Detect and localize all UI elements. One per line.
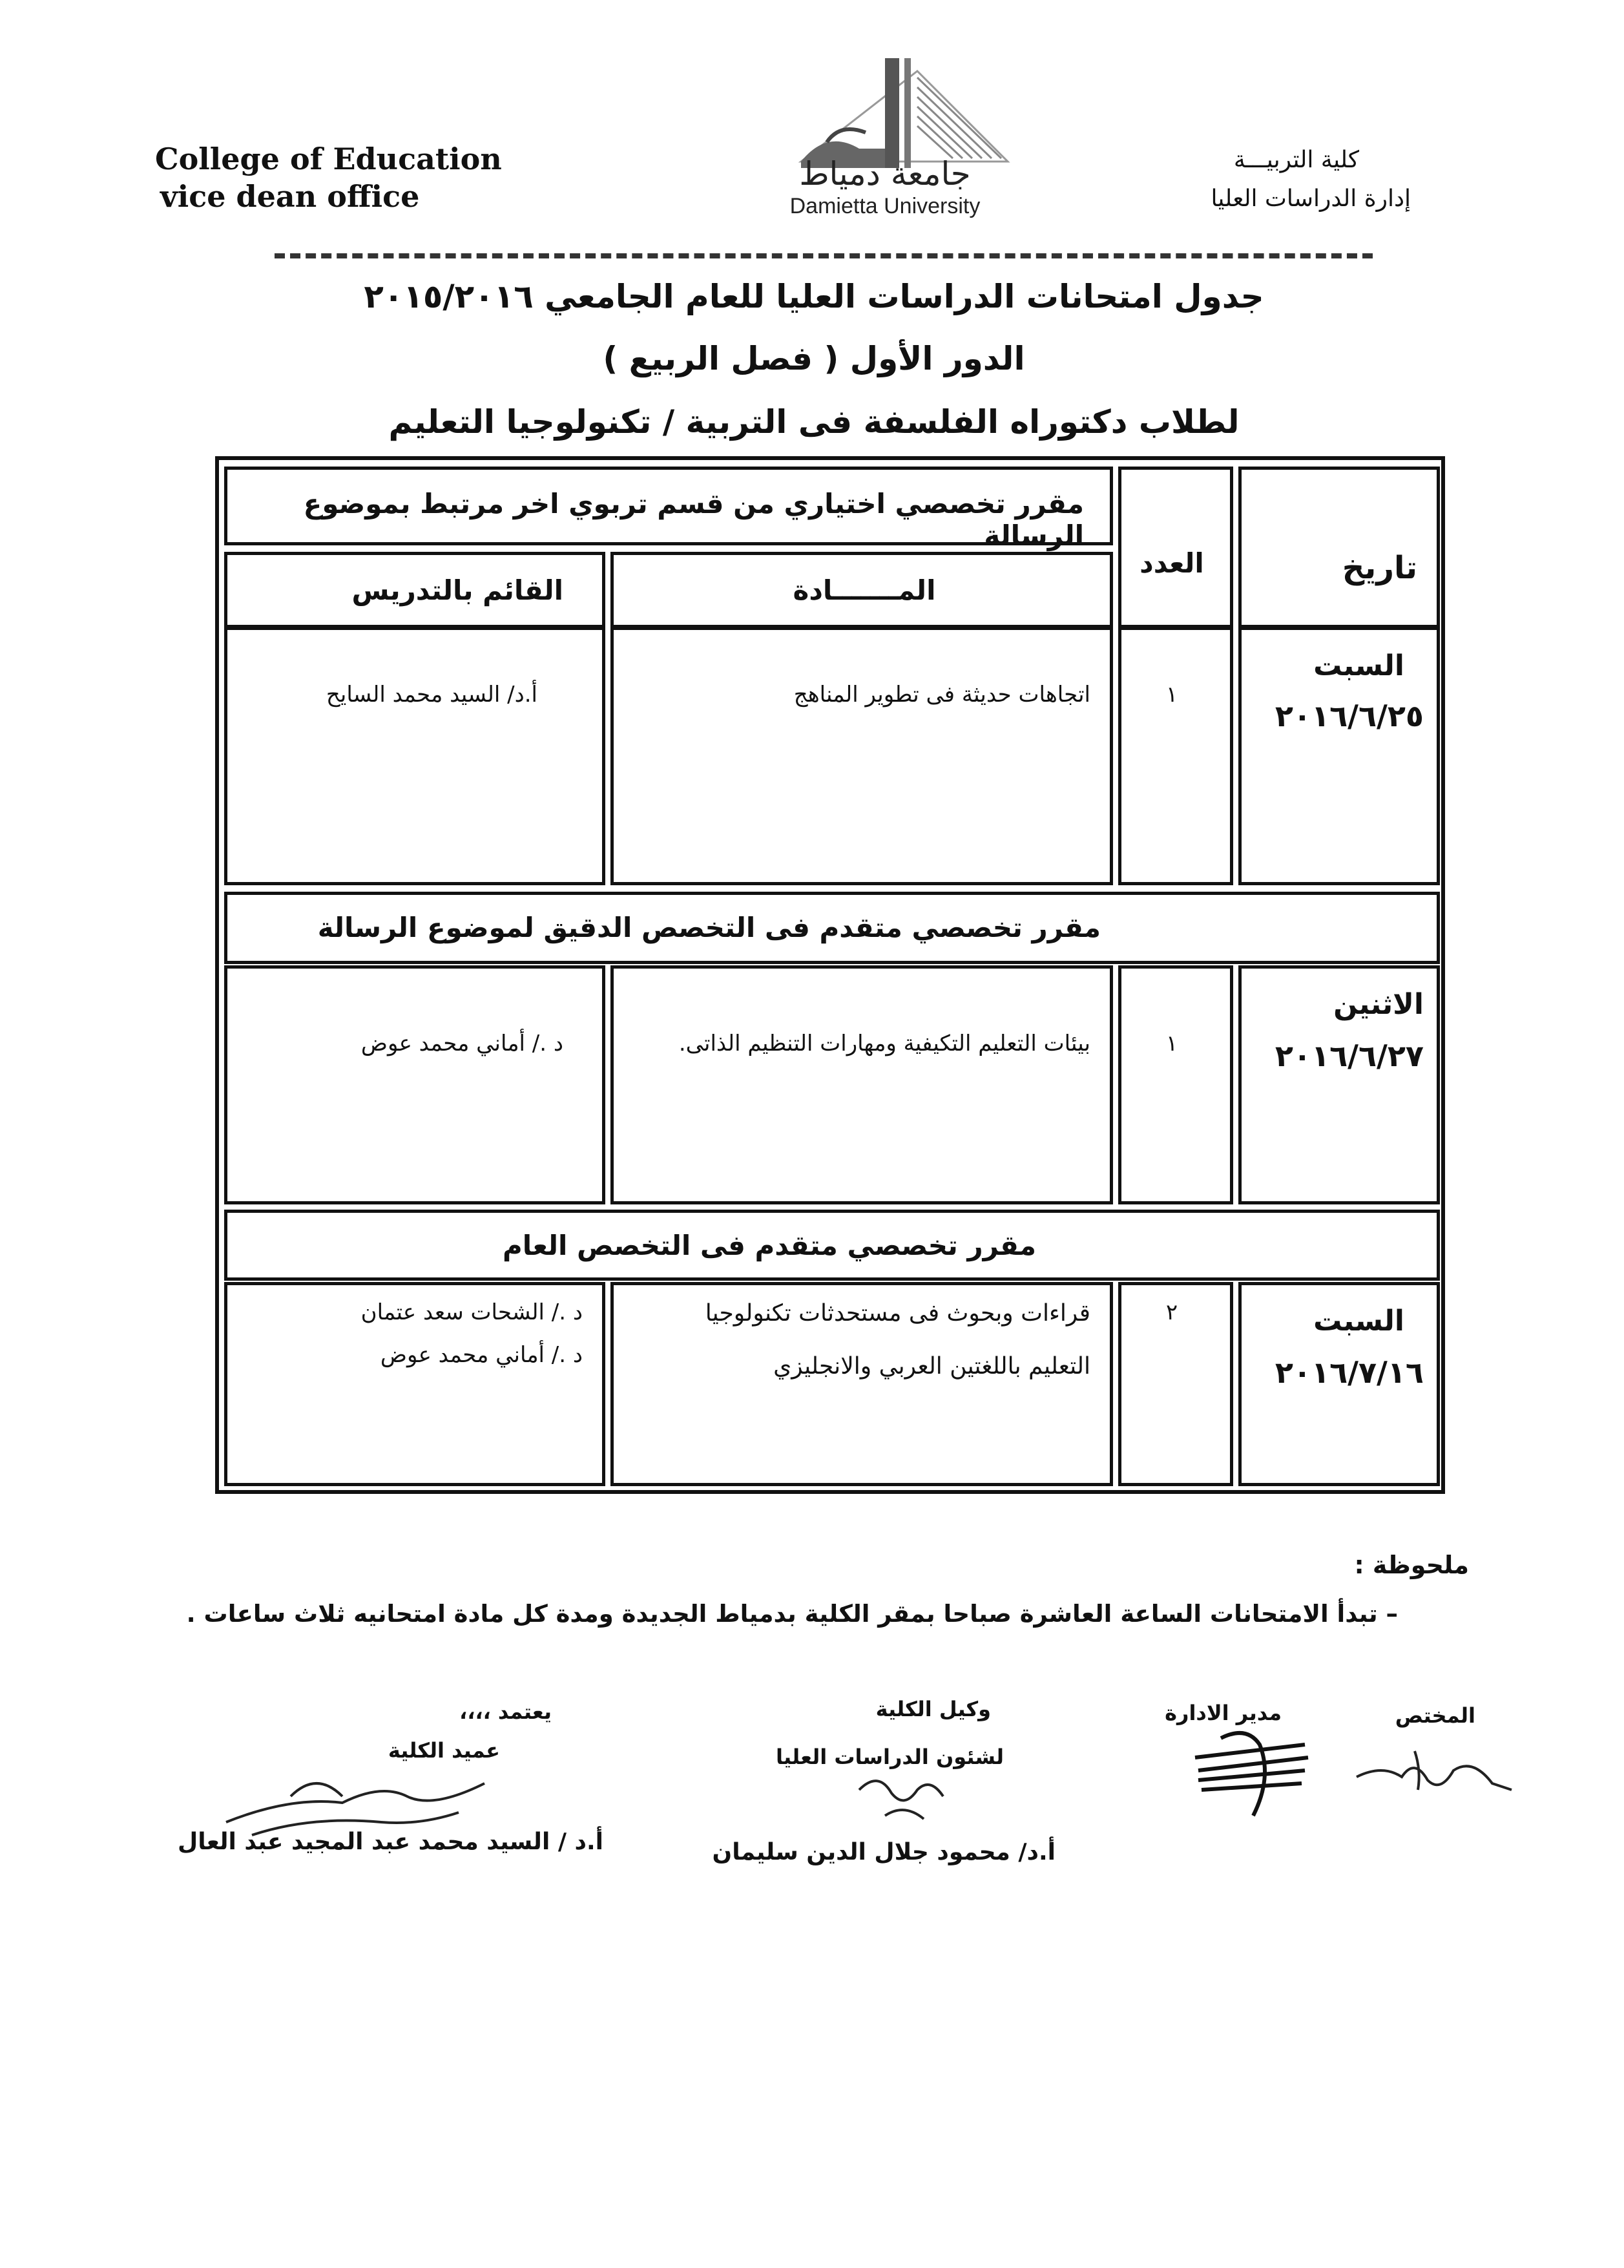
title-line-2: الدور الأول ( فصل الربيع ) (603, 340, 1025, 377)
vice-dean-signature-icon (846, 1758, 963, 1835)
row-2-count (1118, 965, 1233, 1204)
vice-dean-title: وكيل الكلية (875, 1697, 991, 1721)
dean-title: عميد الكلية (388, 1738, 500, 1763)
section-heading-3 (224, 1210, 1440, 1281)
admin-manager-label: مدير الادارة (1165, 1701, 1282, 1725)
title-line-1: جدول امتحانات الدراسات العليا للعام الجامعي ٢٠١٥/٢٠١٦ (364, 278, 1264, 315)
college-name-en: College of Education (155, 142, 502, 176)
row-2-teacher-text: د ./ أماني محمد عوض (360, 1031, 563, 1056)
row-1-teacher-text: أ.د/ السيد محمد السايح (326, 682, 537, 708)
date-header-text: تاريخ (1342, 550, 1417, 586)
logo-english-text: Damietta University (789, 194, 981, 218)
admin-manager-signature-icon (1182, 1719, 1324, 1829)
approved-label: يعتمد ،،،، (459, 1699, 552, 1724)
count-header-text: العدد (1140, 547, 1204, 579)
row-1-date-value: ٢٠١٦/٦/٢٥ (1275, 698, 1424, 733)
row-3-teacher (224, 1282, 605, 1486)
section-heading-3-text: مقرر تخصصي متقدم فى التخصص العام (502, 1230, 1036, 1261)
office-name-en: vice dean office (160, 179, 420, 214)
row-1-count (1118, 627, 1233, 885)
section-heading-2 (224, 892, 1440, 964)
college-name-ar: كلية التربيـــة (1233, 147, 1359, 173)
vice-dean-title-2: لشئون الدراسات العليا (776, 1745, 1004, 1769)
row-2-subject-text: بيئات التعليم التكيفية ومهارات التنظيم الذاتى. (678, 1031, 1090, 1056)
section-heading-2-text: مقرر تخصصي متقدم فى التخصص الدقيق لموضوع الرسالة (317, 912, 1101, 943)
subject-column-header (610, 552, 1113, 628)
header-divider (275, 253, 1373, 258)
row-3-teacher-2: د ./ أماني محمد عوض (380, 1342, 583, 1368)
row-3-day: السبت (1313, 1305, 1404, 1338)
row-2-teacher (224, 965, 605, 1204)
row-2-subject (610, 965, 1113, 1204)
row-3-subject-1: قراءات وبحوث فى مستحدثات تكنولوجيا (705, 1300, 1090, 1327)
specialist-signature-icon (1344, 1732, 1525, 1809)
row-3-date-value: ٢٠١٦/٧/١٦ (1275, 1355, 1424, 1390)
teacher-column-header (224, 552, 605, 628)
row-3-subject (610, 1282, 1113, 1486)
row-1-count-text: ١ (1165, 682, 1178, 708)
row-3-date (1238, 1282, 1440, 1486)
subject-header-text: المـــــــادة (793, 574, 936, 606)
notes-label: ملحوظة : (1354, 1551, 1469, 1579)
row-1-subject-text: اتجاهات حديثة فى تطوير المناهج (793, 682, 1090, 708)
row-3-count-text: ٢ (1165, 1299, 1178, 1325)
row-3-subject-2: التعليم باللغتين العربي والانجليزي (773, 1353, 1090, 1380)
row-3-count (1118, 1282, 1233, 1486)
specialist-label: المختص (1395, 1703, 1475, 1728)
title-line-3: لطلاب دكتوراه الفلسفة فى التربية / تكنولوجيا التعليم (388, 403, 1240, 441)
row-2-date-value: ٢٠١٦/٦/٢٧ (1275, 1038, 1424, 1073)
office-name-ar: إدارة الدراسات العليا (1211, 185, 1411, 212)
row-1-teacher (224, 627, 605, 885)
row-2-date (1238, 965, 1440, 1204)
row-3-teacher-1: د ./ الشحات سعد عتمان (360, 1299, 583, 1325)
university-logo (788, 52, 1021, 226)
logo-arabic-text: جامعة دمياط (799, 155, 971, 193)
row-1-subject (610, 627, 1113, 885)
section-heading-1 (224, 467, 1113, 551)
vice-dean-name: أ.د/ محمود جلال الدين سليمان (712, 1839, 1056, 1865)
count-column-header (1118, 467, 1233, 628)
dean-name: أ.د / السيد محمد عبد المجيد عبد العال (177, 1829, 603, 1855)
row-1-date (1238, 627, 1440, 885)
notes-text: – تبدأ الامتحانات الساعة العاشرة صباحا بمقر الكلية بدمياط الجديدة ومدة كل مادة امتحانيه ثلاث ساعات . (186, 1600, 1398, 1628)
date-column-header (1238, 467, 1440, 628)
dean-signature-icon (213, 1758, 497, 1848)
row-1-day: السبت (1313, 649, 1404, 682)
row-2-count-text: ١ (1165, 1031, 1178, 1056)
section-heading-1-text: مقرر تخصصي اختياري من قسم تربوي اخر مرتبط بموضوع الرسالة (303, 488, 1084, 551)
teacher-header-text: القائم بالتدريس (351, 574, 563, 606)
row-2-day: الاثنين (1333, 988, 1424, 1021)
